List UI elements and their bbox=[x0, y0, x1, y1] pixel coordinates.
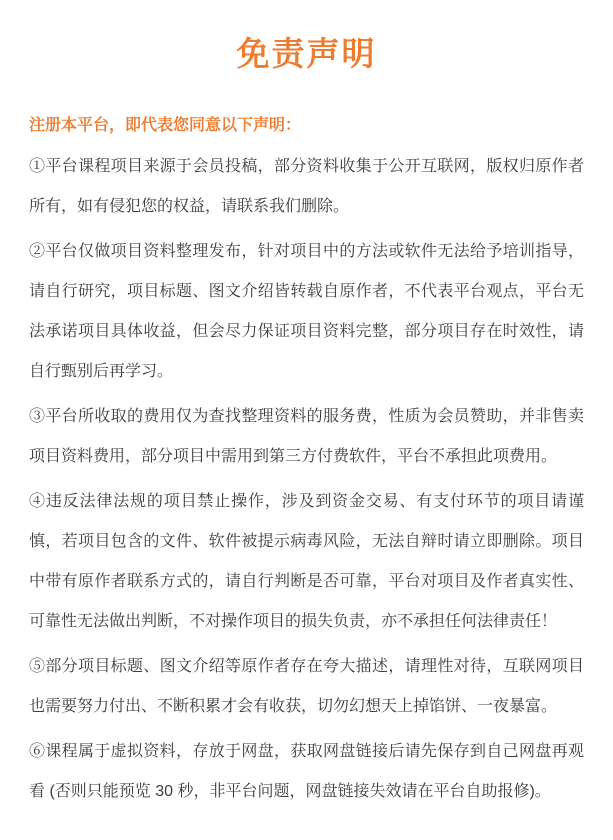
disclaimer-clause-1: ①平台课程项目来源于会员投稿，部分资料收集于公开互联网，版权归原作者所有，如有侵犯您的权益，请联系我们删除。 bbox=[29, 158, 584, 215]
disclaimer-clause-5: ⑤部分项目标题、图文介绍等原作者存在夸大描述，请理性对待，互联网项目也需要努力付出、不断积累才会有收获，切勿幻想天上掉馅饼、一夜暴富。 bbox=[29, 658, 584, 715]
clause-list bbox=[29, 147, 584, 812]
disclaimer-clause-2: ②平台仅做项目资料整理发布，针对项目中的方法或软件无法给予培训指导，请自行研究，项目标题、图文介绍皆转载自原作者，不代表平台观点，平台无法承诺项目具体收益，但会尽力保证项目资料完整，部分项目存在时效性，请自行甄别后再学习。 bbox=[29, 243, 584, 380]
disclaimer-clause-3: ③平台所收取的费用仅为查找整理资料的服务费，性质为会员赞助，并非售卖项目资料费用，部分项目中需用到第三方付费软件，平台不承担此项费用。 bbox=[29, 408, 584, 465]
intro-statement: 注册本平台，即代表您同意以下声明： bbox=[29, 117, 302, 134]
disclaimer-clause-4: ④违反法律法规的项目禁止操作，涉及到资金交易、有支付环节的项目请谨慎，若项目包含的文件、软件被提示病毒风险，无法自辩时请立即删除。项目中带有原作者联系方式的，请自行判断是否可靠，平台对项目及作者真实性、可靠性无法做出判断，不对操作项目的损失负责，亦不承担任何法律责任！ bbox=[29, 493, 584, 630]
disclaimer-clause-6: ⑥课程属于虚拟资料，存放于网盘，获取网盘链接后请先保存到自己网盘再观看 (否则只能预览 30 秒，非平台问题，网盘链接失效请在平台自助报修)。 bbox=[29, 743, 584, 800]
page-title: 免责声明 bbox=[236, 35, 377, 72]
